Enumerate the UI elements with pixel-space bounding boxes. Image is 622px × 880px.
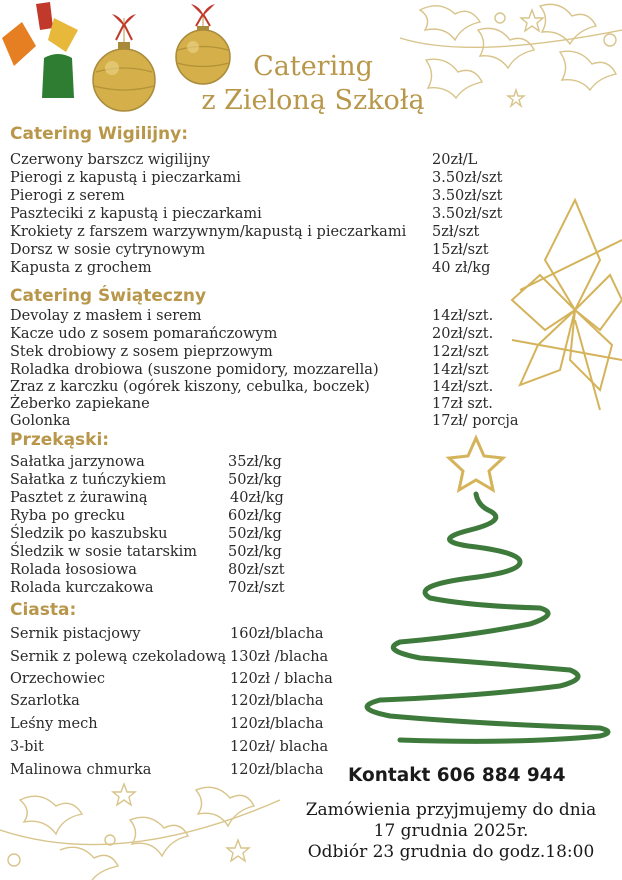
menu-item-price: 35zł/kg — [228, 454, 282, 470]
menu-item-name: Stek drobiowy z sosem pieprzowym — [10, 344, 273, 360]
menu-item-name: Kacze udo z sosem pomarańczowym — [10, 326, 278, 342]
menu-item-name: Ryba po grecku — [10, 508, 126, 524]
menu-item-name: Sałatka z tuńczykiem — [10, 472, 167, 488]
menu-item-price: 50zł/kg — [228, 526, 282, 542]
menu-item-name: Roladka drobiowa (suszone pomidory, mozzarella) — [10, 362, 379, 378]
menu-item-price: 160zł/blacha — [230, 626, 324, 642]
menu-item-price: 40 zł/kg — [432, 260, 491, 276]
menu-item-price: 50zł/kg — [228, 544, 282, 560]
pickup-info: Odbiór 23 grudnia do godz.18:00 — [307, 842, 595, 862]
bauble-icon — [93, 14, 155, 111]
holly-icon — [0, 784, 280, 880]
order-deadline: Zamówienia przyjmujemy do dnia — [305, 800, 597, 820]
menu-item-name: Devolay z masłem i serem — [10, 308, 202, 324]
order-date: 17 grudnia 2025r. — [373, 821, 529, 841]
section-title-ciasta: Ciasta: — [10, 600, 77, 620]
star-icon — [449, 438, 503, 490]
menu-item-name: Sałatka jarzynowa — [10, 454, 145, 470]
menu-item-price: 14zł/szt. — [432, 379, 494, 395]
menu-item-price: 12zł/szt — [432, 344, 489, 360]
menu-item-price: 14zł/szt. — [432, 308, 494, 324]
menu-item-name: Malinowa chmurka — [10, 762, 152, 778]
contact-phone: Kontakt 606 884 944 — [348, 765, 566, 786]
menu-item-price: 130zł /blacha — [230, 649, 329, 665]
menu-item-price: 20zł/szt. — [432, 326, 494, 342]
menu-item-name: Leśny mech — [10, 716, 98, 732]
menu-item-name: Śledzik po kaszubsku — [10, 526, 168, 542]
menu-item-name: Sernik z polewą czekoladową — [10, 649, 227, 665]
menu-item-price: 3.50zł/szt — [432, 206, 503, 222]
menu-item-price: 3.50zł/szt — [432, 188, 503, 204]
menu-item-price: 120zł/ blacha — [230, 739, 329, 755]
menu-item-price: 15zł/szt — [432, 242, 489, 258]
menu-item-name: Czerwony barszcz wigilijny — [10, 152, 211, 168]
menu-item-name: Orzechowiec — [10, 671, 105, 687]
menu-item-name: Rolada łososiowa — [10, 562, 137, 578]
menu-item-price: 120zł/blacha — [230, 762, 324, 778]
menu-item-name: Golonka — [10, 413, 71, 429]
menu-item-name: Dorsz w sosie cytrynowym — [10, 242, 206, 258]
menu-item-price: 14zł/szt — [432, 362, 489, 378]
menu-item-name: Paszteciki z kapustą i pieczarkami — [10, 206, 262, 222]
menu-item-name: Rolada kurczakowa — [10, 580, 154, 596]
menu-item-name: Żeberko zapiekane — [10, 396, 150, 412]
menu-item-name: Śledzik w sosie tatarskim — [10, 544, 198, 560]
menu-item-price: 120zł/blacha — [230, 716, 324, 732]
menu-item-name: Zraz z karczku (ogórek kiszony, cebulka, boczek) — [10, 379, 370, 395]
logo-icon — [2, 2, 78, 98]
menu-item-name: Pasztet z żurawiną — [10, 490, 148, 506]
section-title-wigilijny: Catering Wigilijny: — [10, 124, 189, 144]
menu-item-price: 120zł/blacha — [230, 693, 324, 709]
menu-item-price: 70zł/szt — [228, 580, 285, 596]
menu-item-price: 120zł / blacha — [230, 671, 333, 687]
menu-item-price: 50zł/kg — [228, 472, 282, 488]
menu-item-name: Sernik pistacjowy — [10, 626, 141, 642]
page-title: Catering — [253, 51, 373, 82]
section-title-przekaski: Przekąski: — [10, 430, 110, 450]
snowflake-icon — [512, 200, 622, 410]
menu-item-name: 3-bit — [10, 739, 44, 755]
page-subtitle: z Zieloną Szkołą — [201, 85, 425, 116]
menu-item-name: Pierogi z serem — [10, 188, 125, 204]
christmas-tree-icon — [367, 494, 608, 741]
menu-item-price: 20zł/L — [432, 152, 478, 168]
menu-item-price: 80zł/szt — [228, 562, 285, 578]
menu-item-name: Krokiety z farszem warzywnym/kapustą i pieczarkami — [10, 224, 407, 240]
menu-item-price: 17zł szt. — [432, 396, 493, 412]
menu-item-price: 17zł/ porcja — [432, 413, 519, 429]
section-title-swiateczny: Catering Świąteczny — [10, 286, 207, 306]
menu-item-name: Szarlotka — [10, 693, 80, 709]
menu-item-name: Kapusta z grochem — [10, 260, 152, 276]
menu-item-price: 3.50zł/szt — [432, 170, 503, 186]
menu-item-price: 5zł/szt — [432, 224, 480, 240]
menu-item-price: 40zł/kg — [230, 490, 284, 506]
menu-item-price: 60zł/kg — [228, 508, 282, 524]
menu-item-name: Pierogi z kapustą i pieczarkami — [10, 170, 241, 186]
